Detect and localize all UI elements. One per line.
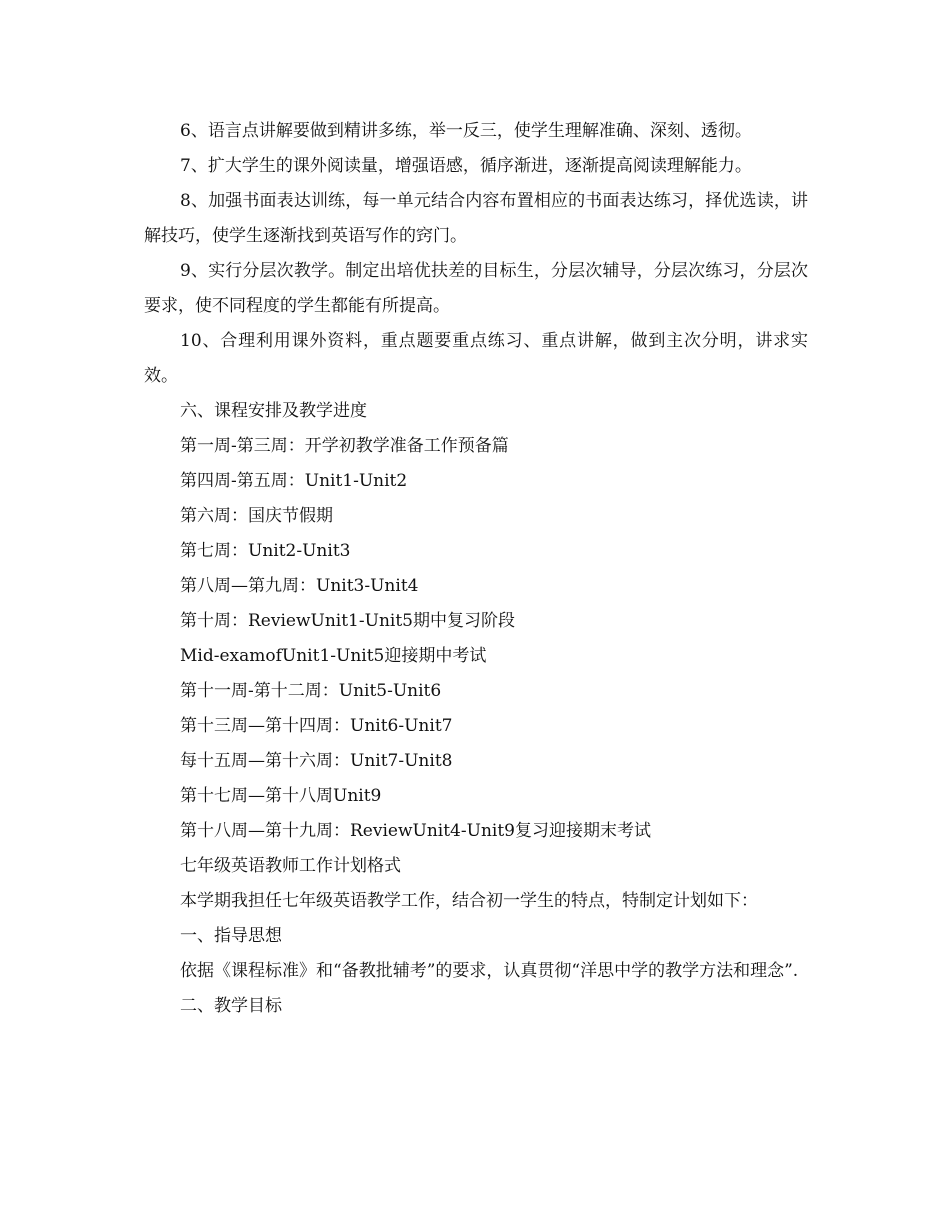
schedule-item: 第十一周-第十二周：Unit5-Unit6: [180, 681, 442, 701]
schedule-item: 第七周：Unit2-Unit3: [180, 541, 351, 561]
section-heading-guiding-thought: 一、指导思想: [180, 926, 282, 946]
section-heading-teaching-goals: 二、教学目标: [180, 996, 282, 1016]
section-heading-schedule: 六、课程安排及教学进度: [180, 401, 367, 421]
paragraph-method-6: 6、语言点讲解要做到精讲多练，举一反三，使学生理解准确、深刻、透彻。: [180, 121, 752, 141]
document-body: [144, 114, 808, 1024]
schedule-item: 第十三周—第十四周：Unit6-Unit7: [180, 716, 453, 736]
schedule-item: Mid-examofUnit1-Unit5迎接期中考试: [180, 646, 487, 666]
paragraph-method-10: 10、合理利用课外资料，重点题要重点练习、重点讲解，做到主次分明，讲求实效。: [144, 331, 808, 386]
schedule-item: 第四周-第五周：Unit1-Unit2: [180, 471, 408, 491]
schedule-item: 第十七周—第十八周Unit9: [180, 786, 382, 806]
paragraph-method-9: 9、实行分层次教学。制定出培优扶差的目标生，分层次辅导，分层次练习，分层次要求，使不同程度的学生都能有所提高。: [144, 261, 808, 316]
schedule-item: 第十周：ReviewUnit1-Unit5期中复习阶段: [180, 611, 515, 631]
paragraph-method-7: 7、扩大学生的课外阅读量，增强语感，循序渐进，逐渐提高阅读理解能力。: [180, 156, 752, 176]
schedule-item: 每十五周—第十六周：Unit7-Unit8: [180, 751, 453, 771]
schedule-item: 第八周—第九周：Unit3-Unit4: [180, 576, 419, 596]
document-subtitle: 七年级英语教师工作计划格式: [180, 856, 401, 876]
guiding-thought-paragraph: 依据《课程标准》和“备教批辅考”的要求，认真贯彻“洋思中学的教学方法和理念”.: [180, 961, 799, 981]
schedule-item: 第十八周—第十九周：ReviewUnit4-Unit9复习迎接期末考试: [180, 821, 651, 841]
intro-paragraph: 本学期我担任七年级英语教学工作，结合初一学生的特点，特制定计划如下：: [180, 891, 758, 911]
paragraph-method-8: 8、加强书面表达训练，每一单元结合内容布置相应的书面表达练习，择优选读，讲解技巧，使学生逐渐找到英语写作的窍门。: [144, 191, 808, 246]
schedule-item: 第六周：国庆节假期: [180, 506, 333, 526]
schedule-item: 第一周-第三周：开学初教学准备工作预备篇: [180, 436, 509, 456]
